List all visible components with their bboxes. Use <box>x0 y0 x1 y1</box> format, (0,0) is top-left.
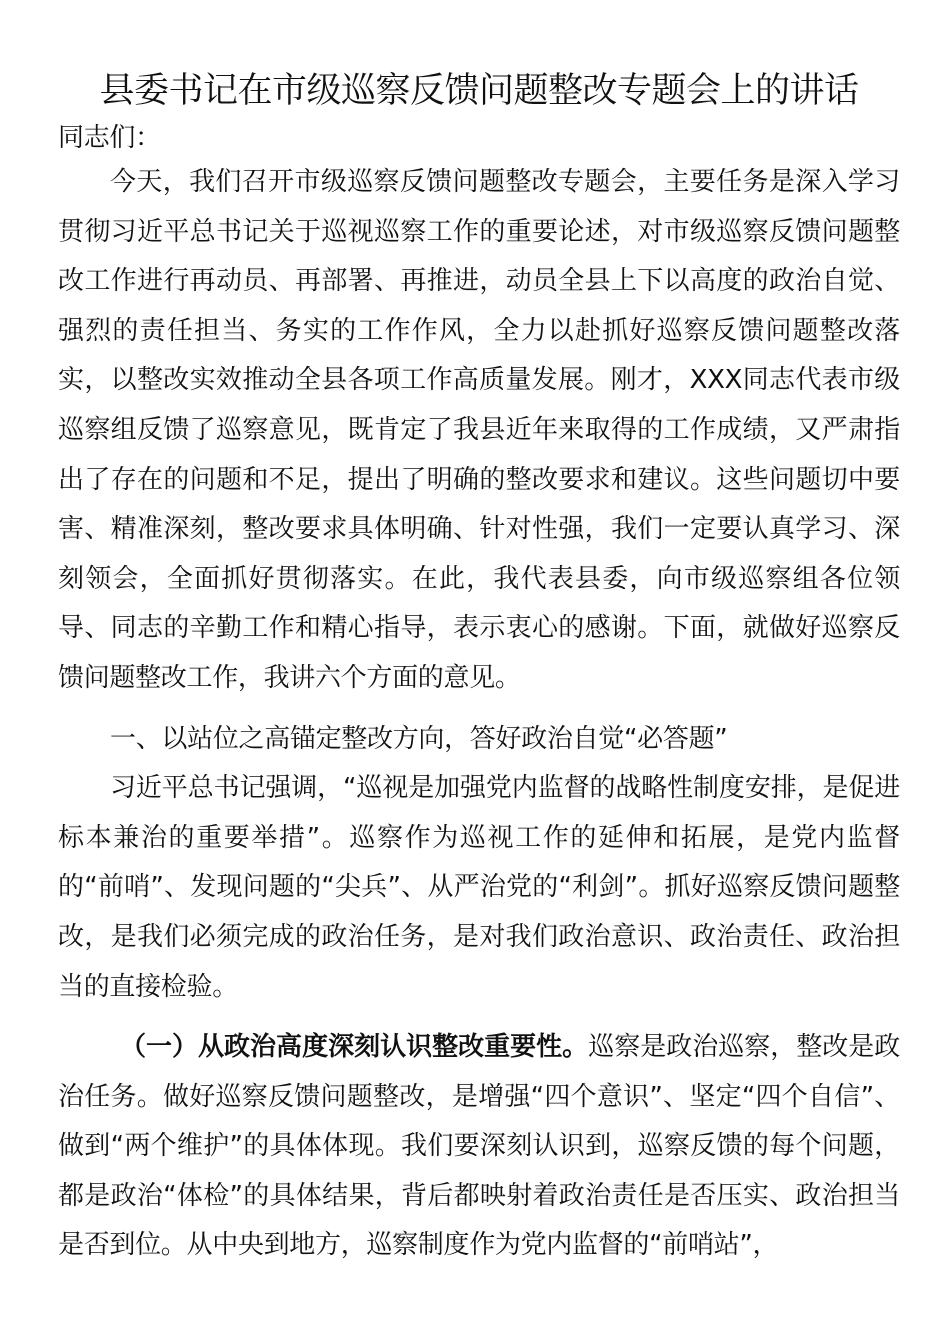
section-heading-1: 一、以站位之高锚定整改方向，答好政治自觉“必答题” <box>110 723 728 754</box>
document-title: 县委书记在市级巡察反馈问题整改专题会上的讲话 <box>99 71 859 111</box>
paragraph-subsection-1 <box>58 1023 900 1271</box>
paragraph-section-1: 习近平总书记强调，“巡视是加强党内监督的战略性制度安排，是促进标本兼治的重要举措”。巡察作为巡视工作的延伸和拓展，是党内监督的“前哨”、发现问题的“尖兵”、从严治党的“利剑”。抓好巡察反馈问题整改，是我们必须完成的政治任务，是对我们政治意识、政治责任、政治担当的直接检验。 <box>58 773 900 1002</box>
subsection-1-heading: （一）从政治高度深刻认识整改重要性。 <box>120 1032 589 1063</box>
subsection-1-body: 巡察是政治巡察，整改是政治任务。做好巡察反馈问题整改，是增强“四个意识”、坚定“四个自信”、做到“两个维护”的具体体现。我们要深刻认识到，巡察反馈的每个问题，都是政治“体检”的具体结果，背后都映射着政治责任是否压实、政治担当是否到位。从中央到地方，巡察制度作为党内监督的“前哨站”， <box>58 1032 900 1261</box>
document-page <box>58 64 900 1271</box>
paragraph-intro: 今天，我们召开市级巡察反馈问题整改专题会，主要任务是深入学习贯彻习近平总书记关于巡视巡察工作的重要论述，对市级巡察反馈问题整改工作进行再动员、再部署、再推进，动员全县上下以高度的政治自觉、强烈的责任担当、务实的工作作风，全力以赴抓好巡察反馈问题整改落实，以整改实效推动全县各项工作高质量发展。刚才，XXX同志代表市级巡察组反馈了巡察意见，既肯定了我县近年来取得的工作成绩，又严肃指出了存在的问题和不足，提出了明确的整改要求和建议。这些问题切中要害、精准深刻，整改要求具体明确、针对性强，我们一定要认真学习、深刻领会，全面抓好贯彻落实。在此，我代表县委，向市级巡察组各位领导、同志的辛勤工作和精心指导，表示衷心的感谢。下面，就做好巡察反馈问题整改工作，我讲六个方面的意见。 <box>58 167 900 693</box>
salutation: 同志们： <box>58 123 161 153</box>
